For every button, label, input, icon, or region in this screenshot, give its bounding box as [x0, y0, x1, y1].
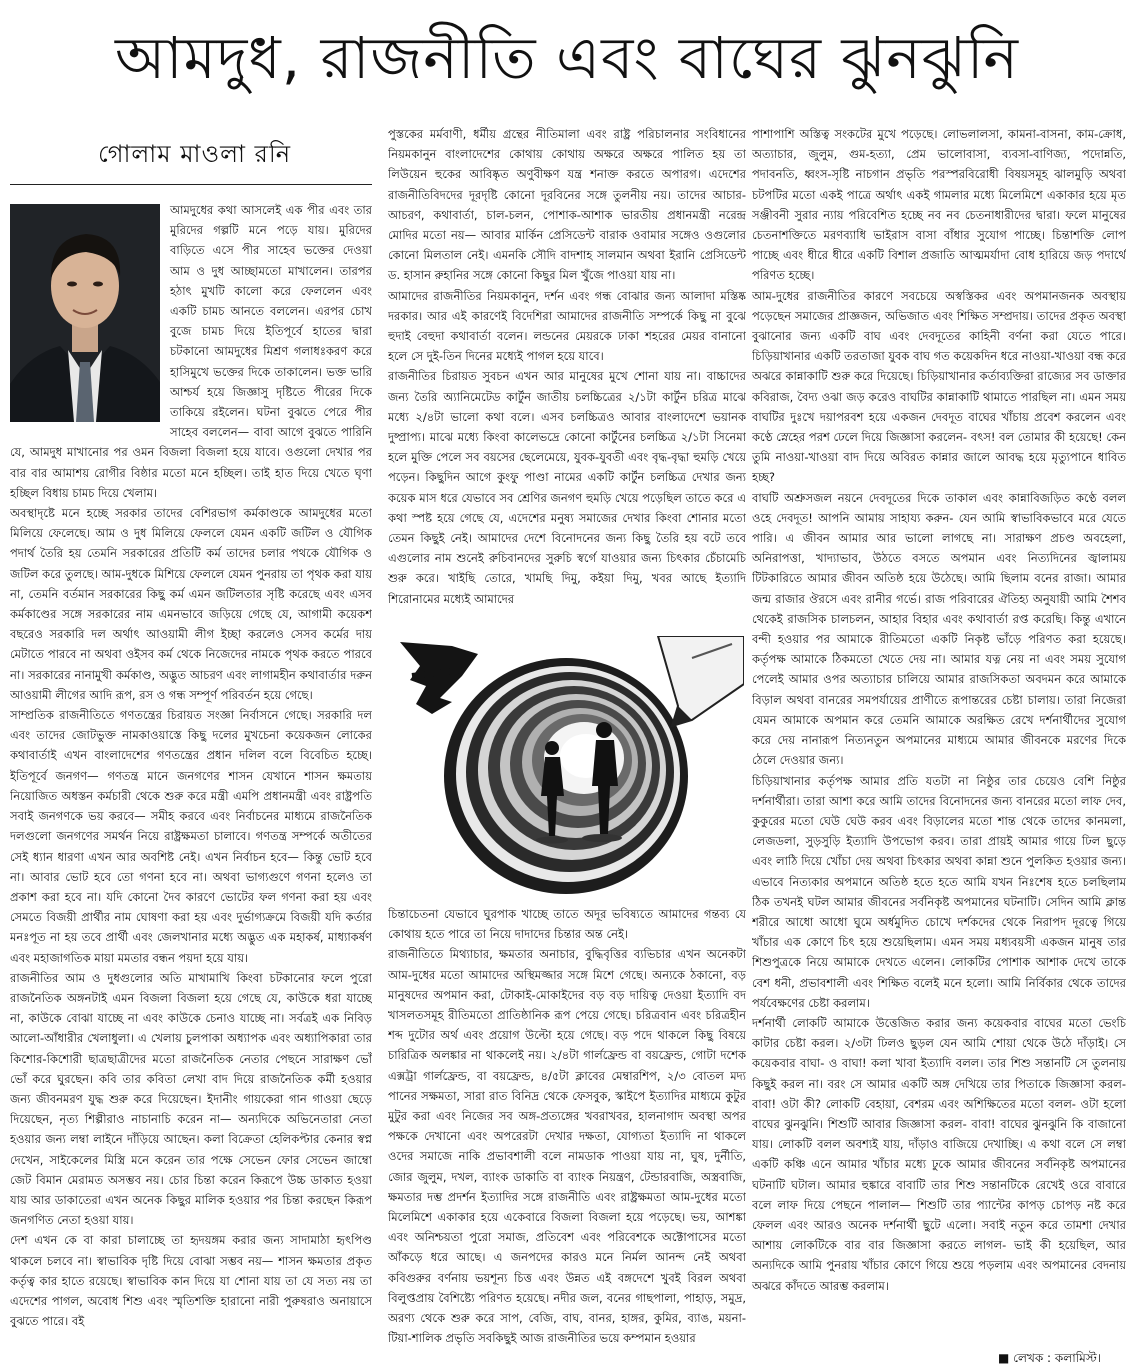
- paragraph: অবস্থাদৃষ্টে মনে হচ্ছে সরকার তাদের বেশিরভাগ কর্মকাণ্ডকে আমদুধের মতো মিলিয়ে ফেলেছে। আম ও দুধ মিলিয়ে ফেললে যেমন একটি জটিল ও যৌগিক পদার্থ তৈরি হয় তেমনি সরকারের প্রতিটি কর্ম তাদের চলার পথকে যৌগিক ও জটিল করে তুলছে। আম-দুধকে মিশিয়ে ফেললে যেমন পুনরায় তা পৃথক করা যায় না, তেমনি বর্তমান সরকারের কিছু কর্ম এমন জটিলতার সৃষ্টি করেছে এবং এসব কর্মকাণ্ডের সঙ্গে সরকারের নাম এমনভাবে জড়িয়ে গেছে যে, আগামী কয়েকশ বছরেও সরকারি দল অর্থাৎ আওয়ামী লীগ ইচ্ছা করলেও সেসব কর্মের দায় মেটাতে পারবে না অথবা ওইসব কর্ম থেকে নিজেদের নামকে পৃথক করতে পারবে না। সরকারের নানামুখী কর্মকাণ্ড, অদ্ভুত আচরণ এবং লাগামহীন কথাবার্তার দরুন আওয়ামী লীগের আদি রূপ, রস ও গন্ধ সম্পূর্ণ পরিবর্তন হয়ে গেছে।: [10, 506, 372, 702]
- byline: [10, 128, 372, 185]
- writer-note: ■ লেখক : কলামিস্ট।: [998, 1351, 1102, 1365]
- vortex-illustration: [392, 636, 744, 898]
- author-photo-illustration: [10, 204, 160, 422]
- paragraph: পাশাপাশি অস্তিত্ব সংকটের মুখে পড়েছে। লোভলালসা, কামনা-বাসনা, কাম-ক্রোধ, অত্যাচার, জুলুম, গুম-হত্যা, প্রেম ভালোবাসা, ব্যবসা-বাণিজ্য, পদোন্নতি, পদাবনতি, ধ্বংস-সৃষ্টি নাচগান প্রভৃতি পরস্পরবিরোধী বিষয়সমূহ ঝালমুড়ি অথবা চটপটির মতো একই পাত্রে অর্থাৎ একই গামলার মধ্যে মিলেমিশে একাকার হয়ে মৃত সঞ্জীবনী সুরার ন্যায় পরিবেশিত হচ্ছে নব নব চেতনাধারীদের দ্বারা। ফলে মানুষের চেতনাশক্তিতে মরণব্যাধি ভাইরাস বাসা বাঁধার সুযোগ পাচ্ছে। চিন্তাশক্তি লোপ পাচ্ছে এবং ধীরে ধীরে একটি বিশাল প্রজাতি আত্মমর্যাদা বোধ হারিয়ে জড় পদার্থে পরিণত হচ্ছে।: [752, 127, 1126, 283]
- paragraph: দেশ এখন কে বা কারা চালাচ্ছে তা হৃদয়ঙ্গম করার জন্য সাদামাঠা হৃৎপিণ্ড থাকলে চলবে না। স্বাভাবিক দৃষ্টি দিয়ে বোঝা সম্ভব নয়— শাসন ক্ষমতার প্রকৃত কর্তৃত্ব কার হাতে রয়েছে। স্বাভাবিক কান দিয়ে যা শোনা যায় তা যে সত্য নয় তা এদেশের পাগল, অবোধ শিশু এবং স্মৃতিশক্তি হারানো নারী পুরুষরাও অনায়াসে বুঝতে পারে। বই: [10, 1233, 372, 1329]
- paragraph: রাজনীতির চিরায়ত সুবচন এখন আর মানুষের মুখে শোনা যায় না। বাচ্চাদের জন্য তৈরি অ্যানিমেটেড কার্টুন জাতীয় চলচ্চিত্রের ২/১টা কার্টুন চরিত্র মাঝে মধ্যে ২/৪টা ভালো কথা বলে। এসব চলচ্চিত্রও আবার বাংলাদেশে ভয়ানক দুষ্প্রাপ্য। মাঝে মধ্যে কিংবা কালেভদ্রে কোনো কার্টুনের চলচ্চিত্র ২/১টা সিনেমা হলে মুক্তি পেলে সব বয়সের ছেলেমেয়ে, যুবক-যুবতী এবং বৃদ্ধ-বৃদ্ধা হুমড়ি খেয়ে পড়েন। কিছুদিন আগে কুংফু পাণ্ডা নামের একটি কার্টুন চলচ্চিত্র দেখার জন্য কয়েক মাস ধরে যেভাবে সব শ্রেণির জনগণ হুমড়ি খেয়ে পড়েছিল তাতে করে এ কথা স্পষ্ট হয়ে গেছে যে, এদেশের মনুষ্য সমাজের দেখার কিংবা শোনার মতো তেমন কিছুই নেই। আমাদের দেশে বিনোদনের জন্য কিছু তৈরি হয় বটে তবে এগুলোর নাম শুনেই রুচিবানদের সুরুচি স্বর্গে যাওয়ার জন্য চিৎকার চেঁচামেচি শুরু করে। খাইছি তোরে, খামছি দিমু, কইয়া দিমু, খবর আছে ইত্যাদি শিরোনামের মধ্যেই আমাদের: [388, 369, 746, 606]
- paragraph: পুস্তকের মর্মবাণী, ধর্মীয় গ্রন্থের নীতিমালা এবং রাষ্ট্র পরিচালনার সংবিধানের নিয়মকানুন বাংলাদেশের কোথায় কোথায় অক্ষরে অক্ষরে পালিত হয় তা লিউয়েন হুকের আবিষ্কৃত অণুবীক্ষণ যন্ত্র শনাক্ত করতে অপারগ। এদেশের রাজনীতিবিদদের দূরদৃষ্টি কোনো দূরবিনের সঙ্গে তুলনীয় নয়। তাদের আচার-আচরণ, কথাবার্তা, চাল-চলন, পোশাক-আশাক ভারতীয় প্রধানমন্ত্রী নরেন্দ্র মোদির মতো নয়— আবার মার্কিন প্রেসিডেন্ট বারাক ওবামার সঙ্গেও ওগুলোর কোনো মিলতাল নেই। এমনকি সৌদি বাদশাহ সালমান অথবা ইরানি প্রেসিডেন্ট ড. হাসান রুহানির সঙ্গে কোনো কিছুর মিল খুঁজে পাওয়া যায় না।: [388, 127, 746, 283]
- paragraph: আমদুধের কথা আসলেই এক পীর এবং তার মুরিদের গল্পটি মনে পড়ে যায়। মুরিদের বাড়িতে এসে পীর সাহেব ভক্তের দেওয়া আম ও দুধ আচ্ছামতো মাখালেন। তারপর হঠাৎ মুখটি কালো করে ফেললেন এবং একটি চামচ আনতে বললেন। এরপর চোখ বুজে চামচ দিয়ে ইতিপূর্বে হাতের দ্বারা চটকানো আমদুধের মিশ্রণ গলাধঃকরণ করে হাসিমুখে ভক্তের দিকে তাকালেন। ভক্ত ভারি আশ্চর্য হয়ে জিজ্ঞাসু দৃষ্টিতে পীরের দিকে তাকিয়ে রইলেন। ঘটনা বুঝতে পেরে পীর সাহেব বললেন— বাবা আগে বুঝতে পারিনি যে, আমদুধ মাখানোর পর ওমন বিজলা বিজলা হয়ে যাবে। ওগুলো দেখার পর বার বার আমাশয় রোগীর বিষ্ঠার মতো মনে হচ্ছিল। তাই হাত দিয়ে খেতে ঘৃণা হচ্ছিল বিধায় চামচ দিয়ে খেলাম।: [10, 203, 372, 500]
- paragraph: রাজনীতিতে মিথ্যাচার, ক্ষমতার অনাচার, বুদ্ধিবৃত্তির ব্যভিচার এখন অনেকটা আম-দুধের মতো আমাদের অস্থিমজ্জার সঙ্গে মিশে গেছে। অন্যকে ঠকানো, বড় মানুষদের অপমান করা, টোকাই-মোকাইদের বড় বড় দায়িত্ব দেওয়া ইত্যাদি বদ খাসলতসমূহ রীতিমতো প্রাতিষ্ঠানিক রূপ পেয়ে গেছে। চরিত্রবান এবং চরিত্রহীন শব্দ দুটোর অর্থ এবং প্রয়োগ উল্টো হয়ে গেছে। বড় পদে থাকলে কিছু বিষয়ে চারিত্রিক অলঙ্কার না থাকলেই নয়। ২/৪টা গার্লফ্রেন্ড বা বয়ফ্রেন্ড, গোটা দশেক এক্সট্রা গার্লফ্রেন্ড, বা বয়ফ্রেন্ড, ৪/৫টা ক্লাবের মেম্বারশিপ, ২/৩ বোতল মদ্য পানের সক্ষমতা, সারা রাত বিনিদ্র থেকে ফেসবুক, স্কাইপে ইত্যাদির মাধ্যমে কুটুর মুটুর করা এবং নিজের সব অঙ্গ-প্রত্যঙ্গের খবরাখবর, হালনাগাদ অবস্থা অপর পক্ষকে দেখানো এবং অপরেরটা দেখার দক্ষতা, যোগ্যতা ইত্যাদি না থাকলে ওদের সমাজে নাকি প্রভাবশালী বলে নামডাক পাওয়া যায় না, ঘুষ, দুর্নীতি, জোর জুলুম, দখল, ব্যাংক ডাকাতি বা ব্যাংক নিয়ন্ত্রণ, টেন্ডারবাজি, অস্ত্রবাজি, ক্ষমতার দম্ভ প্রদর্শন ইত্যাদির সঙ্গে রাজনীতি এবং রাষ্ট্রক্ষমতা আম-দুধের মতো মিলেমিশে একাকার হয়ে একেবারে বিজলা বিজলা হয়ে পড়েছে। ভয়, আশঙ্কা এবং অনিশ্চয়তা পুরো সমাজ, প্রতিবেশ এবং পরিবেশকে অক্টোপাসের মতো আঁকড়ে ধরে আছে। এ জনপদের কারও মনে নির্মল আনন্দ নেই অথবা কবিগুরুর বর্ণনায় ভয়শূন্য চিত্ত এবং উন্নত এই বঙ্গদেশে খুবই বিরল অথবা বিলুপ্তপ্রায় বৈশিষ্ট্যে পরিণত হয়েছে। নদীর জল, বনের গাছপালা, পাহাড়, সমুদ্র, অরণ্য থেকে শুরু করে সাপ, বেজি, বাঘ, বানর, হাঙ্গর, কুমির, ব্যাঙ, ময়না-টিয়া-শালিক প্রভৃতি সবকিছুই আজ রাজনীতির ভয়ে কম্পমান হওয়ার: [388, 947, 746, 1346]
- column-1: [10, 200, 372, 1364]
- column-3: [752, 124, 1126, 1342]
- paragraph: আম-দুধের রাজনীতির কারণে সবচেয়ে অস্বস্তিকর এবং অপমানজনক অবস্থায় পড়েছেন সমাজের প্রাজ্ঞজন, অভিজাত এবং শিক্ষিত সম্প্রদায়। তাদের প্রকৃত অবস্থা বুঝানোর জন্য একটি বাঘ এবং দেবদূতের কাহিনী বর্ণনা করা যেতে পারে। চিড়িয়াখানার একটি তরতাজা যুবক বাঘ গত কয়েকদিন ধরে নাওয়া-খাওয়া বন্ধ করে অঝরে কান্নাকাটি শুরু করে দিয়েছে। চিড়িয়াখানার কর্তাব্যক্তিরা রাজ্যের সব ডাক্তার কবিরাজ, বৈদ্য ওঝা জড় করেও বাঘটির কান্নাকাটি থামাতে পারছিল না। এমন সময় বাঘটির দুঃখে দয়াপরবশ হয়ে একজন দেবদূত বাঘের খাঁচায় প্রবেশ করলেন এবং কণ্ঠে স্নেহের পরশ ঢেলে দিয়ে জিজ্ঞাসা করলেন- বৎস! বল তোমার কী হয়েছে! কেন তুমি নাওয়া-খাওয়া বাদ দিয়ে অবিরত কান্নার জালে আবদ্ধ হয়ে মৃত্যুপানে ধাবিত হচ্ছ?: [752, 288, 1126, 485]
- paragraph: বাঘটি অশ্রুসজল নয়নে দেবদূতের দিকে তাকাল এবং কান্নাবিজড়িত কণ্ঠে বলল ওহে দেবদূত! আপনি আমায় সাহায্য করুন- যেন আমি স্বাভাবিকভাবে মরে যেতে পারি। এ জীবন আমার আর ভালো লাগছে না। সারাক্ষণ প্রচণ্ড অবহেলা, অনিরাপত্তা, খাদ্যাভাব, উঠতে বসতে অপমান এবং নিত্যদিনের জ্বালাময় টিটকারিতে আমার জীবন অতিষ্ঠ হয়ে উঠেছে। আমি ছিলাম বনের রাজা। আমার জন্ম রাজার ঔরসে এবং রানীর গর্ভে। রাজ পরিবারের ঐতিহ্য অনুযায়ী আমি শৈশব থেকেই রাজসিক চালচলন, আহার বিহার এবং কথাবার্তা রপ্ত করেছি। কিন্তু এখানে বন্দী হওয়ার পর আমাকে রীতিমতো একটি নিকৃষ্ট ভাঁড়ে পরিণত করা হয়েছে। কর্তৃপক্ষ আমাকে ঠিকমতো খেতে দেয় না। আমার যত্ন নেয় না এবং সময় সুযোগ পেলেই আমার ওপর অত্যাচার চালিয়ে আমার রাজসিকতা অবদমন করে আমাকে বিড়াল অথবা বানরের সমপর্যায়ের প্রাণীতে রূপান্তরের চেষ্টা চালায়। তারা নিজেরা যেমন আমাকে অপমান করে তেমনি আমাকে অরক্ষিত রেখে দর্শনার্থীদের সুযোগ করে দেয় নানারূপ নিত্যনতুন অপমানের মাধ্যমে আমার জীবনকে মরণের দিকে ঠেলে দেওয়ার জন্য।: [752, 490, 1126, 768]
- article-illustration: [392, 636, 744, 898]
- paragraph: সাম্প্রতিক রাজনীতিতে গণতন্ত্রের চিরায়ত সংজ্ঞা নির্বাসনে গেছে। সরকারি দল এবং তাদের জোটভুক্ত নামকাওয়াস্তে কিছু দলের মুখচেনা কয়েকজন লোকের কথাবার্তাই এখন বাংলাদেশের গণতন্ত্রের প্রধান দলিল বলে বিবেচিত হচ্ছে। ইতিপূর্বে জনগণ— গণতন্ত্র মানে জনগণের শাসন যেখানে শাসন ক্ষমতায় নিয়োজিত অধস্তন কর্মচারী থেকে শুরু করে মন্ত্রী এমপি প্রধানমন্ত্রী এবং রাষ্ট্রপতি সবাই জনগণকে ভয় করবে— সমীহ করবে এবং নির্বাচনের মাধ্যমে রাজনৈতিক দলগুলো জনগণের সমর্থন নিয়ে রাষ্ট্রক্ষমতা চালাবে। গণতন্ত্র সম্পর্কে অতীতের সেই ধ্যান ধারণা এখন আর অবশিষ্ট নেই। এখন নির্বাচন হবে— কিন্তু ভোট হবে না। আবার ভোট হবে তো গণনা হবে না। অথবা ভাগ্যগুণে গণনা হলেও তা প্রকাশ করা হবে না। যদি কোনো দৈব কারণে ভোটের ফল গণনা করা হয় এবং সেমতে বিজয়ী প্রার্থীর নাম ঘোষণা করা হয় এবং দুর্ভাগ্যক্রমে বিজয়ী যদি কর্তার মনঃপূত না হয় তবে প্রার্থী এবং জেলখানার মধ্যে অদ্ভুত এক মহাকর্ষ, মাধ্যাকর্ষণ এবং মহাজাগতিক মায়া মমতার বন্ধন পয়দা হয়ে যায়।: [10, 708, 372, 965]
- column-2-bottom: [388, 904, 746, 1364]
- author-name: গোলাম মাওলা রনি: [98, 140, 292, 168]
- paragraph: দর্শনার্থী লোকটি আমাকে উত্তেজিত করার জন্য কয়েকবার বাঘের মতো ভেংচি কাটার চেষ্টা করল। ২/৩টা ঢিলও ছুড়ল যেন আমি শোয়া থেকে উঠে দাঁড়াই। সে কয়েকবার বাঘা- ও বাঘা! কলা খাবা ইত্যাদি বলল। তার শিশু সন্তানটি সে তুলনায় কিছুই করল না। বরং সে আমার একটি অঙ্গ দেখিয়ে তার পিতাকে জিজ্ঞাসা করল- বাবা! ওটা কী? লোকটি বেহায়া, বেশরম এবং অশিক্ষিতের মতো বলল- ওটা হলো বাঘের ঝুনঝুনি। শিশুটি আবার জিজ্ঞাসা করল- বাবা! বাঘের ঝুনঝুনি কি বাজানো যায়। লোকটি বলল অবশ্যই যায়, দাঁড়াও বাজিয়ে দেখাচ্ছি। এ কথা বলে সে লম্বা একটি কঞ্চি এনে আমার খাঁচার মধ্যে ঢুকে আমার জীবনের সর্বনিকৃষ্ট অপমানের ঘটনাটি ঘটাল। আমার হুঙ্কারে বাবাটি তার শিশু সন্তানটিকে রেখেই ওরে বাবারে বলে লাফ দিয়ে পেছনে পালাল— শিশুটি তার প্যান্টের কাপড় চোপড় নষ্ট করে ফেলল এবং আরও অনেক দর্শনার্থী ছুটে এলো। সবাই নতুন করে তামশা দেখার আশায় লোকটিকে বার বার জিজ্ঞাসা করতে লাগল- ভাই কী হয়েছিল, আর অন্যদিকে আমি পুনরায় খাঁচার কোণে গিয়ে শুয়ে পড়লাম এবং অপমানের বেদনায় অঝরে কাঁদতে আরম্ভ করলাম।: [752, 1015, 1126, 1293]
- paragraph: রাজনীতির আম ও দুধগুলোর অতি মাখামাখি কিংবা চটকানোর ফলে পুরো রাজনৈতিক অঙ্গনটাই এমন বিজলা বিজলা হয়ে গেছে যে, কাউকে ধরা যাচ্ছে না, কাউকে বোঝা যাচ্ছে না এবং কাউকে চেনাও যাচ্ছে না। সর্বত্রই এক নিবিড় আলো-আঁধারীর খেলাধুলা। এ খেলায় চুলপাকা অধ্যাপক এবং অধ্যাপিকারা তার কিশোর-কিশোরী ছাত্রছাত্রীদের মতো রাজনৈতিক নেতার পেছনে সারাক্ষণ ভোঁ ভোঁ করে ঘুরছেন। কবি তার কবিতা লেখা বাদ দিয়ে রাজনৈতিক কর্মী হওয়ার জন্য জীবনমরণ যুদ্ধ শুরু করে দিয়েছেন। ইদানীং গায়কেরা গান গাওয়া ছেড়ে দিয়েছেন, নৃত্য শিল্পীরাও নাচানাচি করেন না— অন্যদিকে অভিনেতারা নেতা হওয়ার জন্য লম্বা লাইনে দাঁড়িয়ে আছেন। কলা বিক্রেতা হেলিকপ্টার কেনার স্বপ্ন দেখেন, সাইকেলের মিস্ত্রি মনে করেন তার পক্ষে সেভেন ফোর সেভেন জাম্বো জেট বিমান মেরামত অসম্ভব নয়। চোর চিন্তা করেন কিরূপে উচ্চ ডাকাত হওয়া যায় আর ডাকাতেরা এখন অনেক কিছুর মালিক হওয়ার পর চিন্তা করছেন কিরূপ জনগণিত নেতা হওয়া যায়।: [10, 970, 372, 1228]
- article-headline: আমদুধ, রাজনীতি এবং বাঘের ঝুনঝুনি: [114, 24, 1020, 92]
- author-photo: [10, 204, 160, 422]
- paragraph: আমাদের রাজনীতির নিয়মকানুন, দর্শন এবং গন্ধ বোঝার জন্য আলাদা মস্তিষ্ক দরকার। আর এই কারণেই বিদেশিরা আমাদের রাজনীতি সম্পর্কে কিছু না বুঝে হুদাই বেহুদা কথাবার্তা বলেন। লন্ডনের মেয়রকে ঢাকা শহরের মেয়র বানানো হলে সে দুই-তিন দিনের মধ্যেই পাগল হয়ে যাবে।: [388, 288, 746, 364]
- paragraph: চিড়িয়াখানার কর্তৃপক্ষ আমার প্রতি যতটা না নিষ্ঠুর তার চেয়েও বেশি নিষ্ঠুর দর্শনার্থীরা। তারা আশা করে আমি তাদের বিনোদনের জন্য বানরের মতো লাফ দেব, কুকুরের মতো ঘেউ ঘেউ করব এবং বিড়ালের মতো শান্ত থেকে তাদের কানমলা, লেজডলা, সুড়সুড়ি ইত্যাদি উপভোগ করব। তারা প্রায়ই আমার গায়ে ঢিল ছুড়ে এবং লাঠি দিয়ে খোঁচা দেয় অথবা চিৎকার অথবা কান্না শুনে পুলকিত হওয়ার জন্য। এভাবে নিত্যকার অপমানে অতিষ্ঠ হতে হতে আমি যখন নিঃশেষ হতে চলছিলাম ঠিক তখনই ঘটল আমার জীবনের সর্বনিকৃষ্ট অপমানের ঘটনাটি। সেদিন আমি ক্লান্ত শরীরে আধো আধো ঘুমে অর্ধমুদিত চোখে দর্শকদের থেকে নিরাপদ দূরত্বে গিয়ে খাঁচার এক কোণে চিৎ হয়ে শুয়েছিলাম। এমন সময় মধ্যবয়সী একজন মানুষ তার শিশুপুত্রকে নিয়ে আমাকে দেখতে এলেন। লোকটির পোশাক আশাক দেখে তাকে বেশ ধনী, প্রভাবশালী এবং শিক্ষিত বলেই মনে হলো। আমি নির্বিকার থেকে তাদের পর্যবেক্ষণের চেষ্টা করলাম।: [752, 773, 1126, 1010]
- column-2-top: [388, 124, 746, 624]
- paragraph: চিন্তাচেতনা যেভাবে ঘুরপাক খাচ্ছে তাতে অদূর ভবিষ্যতে আমাদের গন্তব্য যে কোথায় হতে পারে তা নিয়ে দাদাদের চিন্তার অন্ত নেই।: [388, 907, 746, 942]
